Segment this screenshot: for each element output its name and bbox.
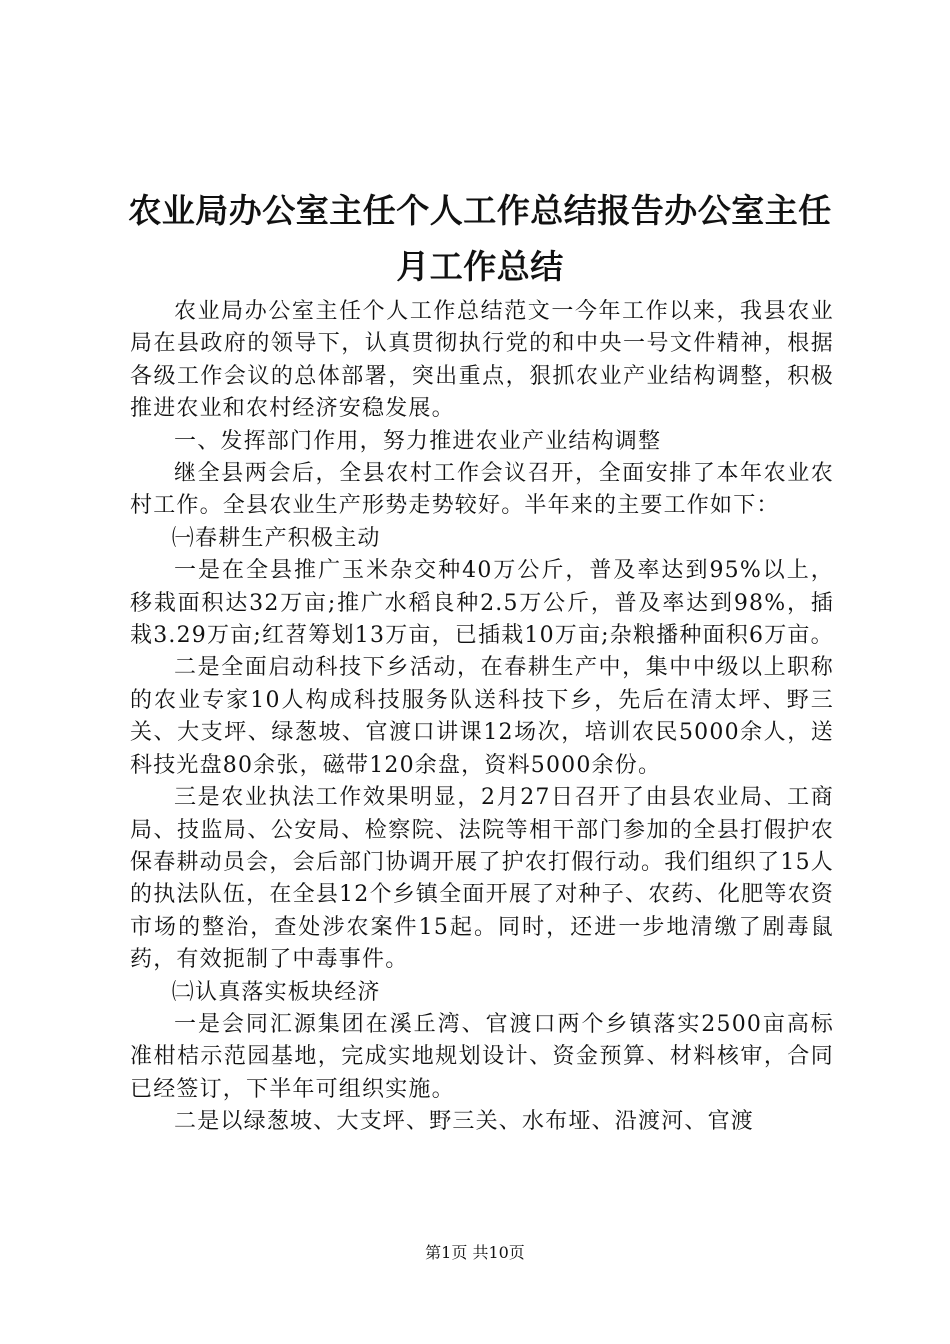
subsection-heading: ㈠春耕生产积极主动: [171, 525, 381, 551]
document-title: 农业局办公室主任个人工作总结报告办公室主任月工作总结: [128, 191, 832, 286]
page-footer: 第1页 共10页: [425, 1243, 525, 1262]
body-paragraph: 一是会同汇源集团在溪丘湾、官渡口两个乡镇落实2500亩高标准柑桔示范园基地，完成实地规划设计、资金预算、材料核审，合同已经签订，下半年可组织实施。: [130, 1011, 834, 1102]
body-paragraph: 二是以绿葱坡、大支坪、野三关、水布垭、沿渡河、官渡: [174, 1109, 755, 1135]
subsection-heading: ㈡认真落实板块经济: [171, 979, 381, 1005]
document-body: [130, 296, 834, 1139]
body-paragraph: 三是农业执法工作效果明显，2月27日召开了由县农业局、工商局、技监局、公安局、检察院、法院等相干部门参加的全县打假护农保春耕动员会，会后部门协调开展了护农打假行动。我们组织了15人的执法队伍，在全县12个乡镇全面开展了对种子、农药、化肥等农资市场的整治，查处涉农案件15起。同时，还进一步地清缴了剧毒鼠药，有效扼制了中毒事件。: [130, 785, 834, 973]
intro-paragraph: 农业局办公室主任个人工作总结范文一今年工作以来，我县农业局在县政府的领导下，认真贯彻执行党的和中央一号文件精神，根据各级工作会议的总体部署，突出重点，狠抓农业产业结构调整，积极推进农业和农村经济安稳发展。: [130, 299, 834, 422]
section-heading: 一、发挥部门作用，努力推进农业产业结构调整: [174, 428, 662, 454]
body-paragraph: 一是在全县推广玉米杂交种40万公斤，普及率达到95%以上，移栽面积达32万亩;推广水稻良种2.5万公斤，普及率达到98%，插栽3.29万亩;红苕筹划13万亩，已插栽10万亩;杂粮播种面积6万亩。: [130, 558, 834, 649]
body-paragraph: 二是全面启动科技下乡活动，在春耕生产中，集中中级以上职称的农业专家10人构成科技服务队送科技下乡，先后在清太坪、野三关、大支坪、绿葱坡、官渡口讲课12场次，培训农民5000余人，送科技光盘80余张，磁带120余盘，资料5000余份。: [130, 655, 834, 778]
body-paragraph: 继全县两会后，全县农村工作会议召开，全面安排了本年农业农村工作。全县农业生产形势走势较好。半年来的主要工作如下：: [130, 461, 834, 519]
